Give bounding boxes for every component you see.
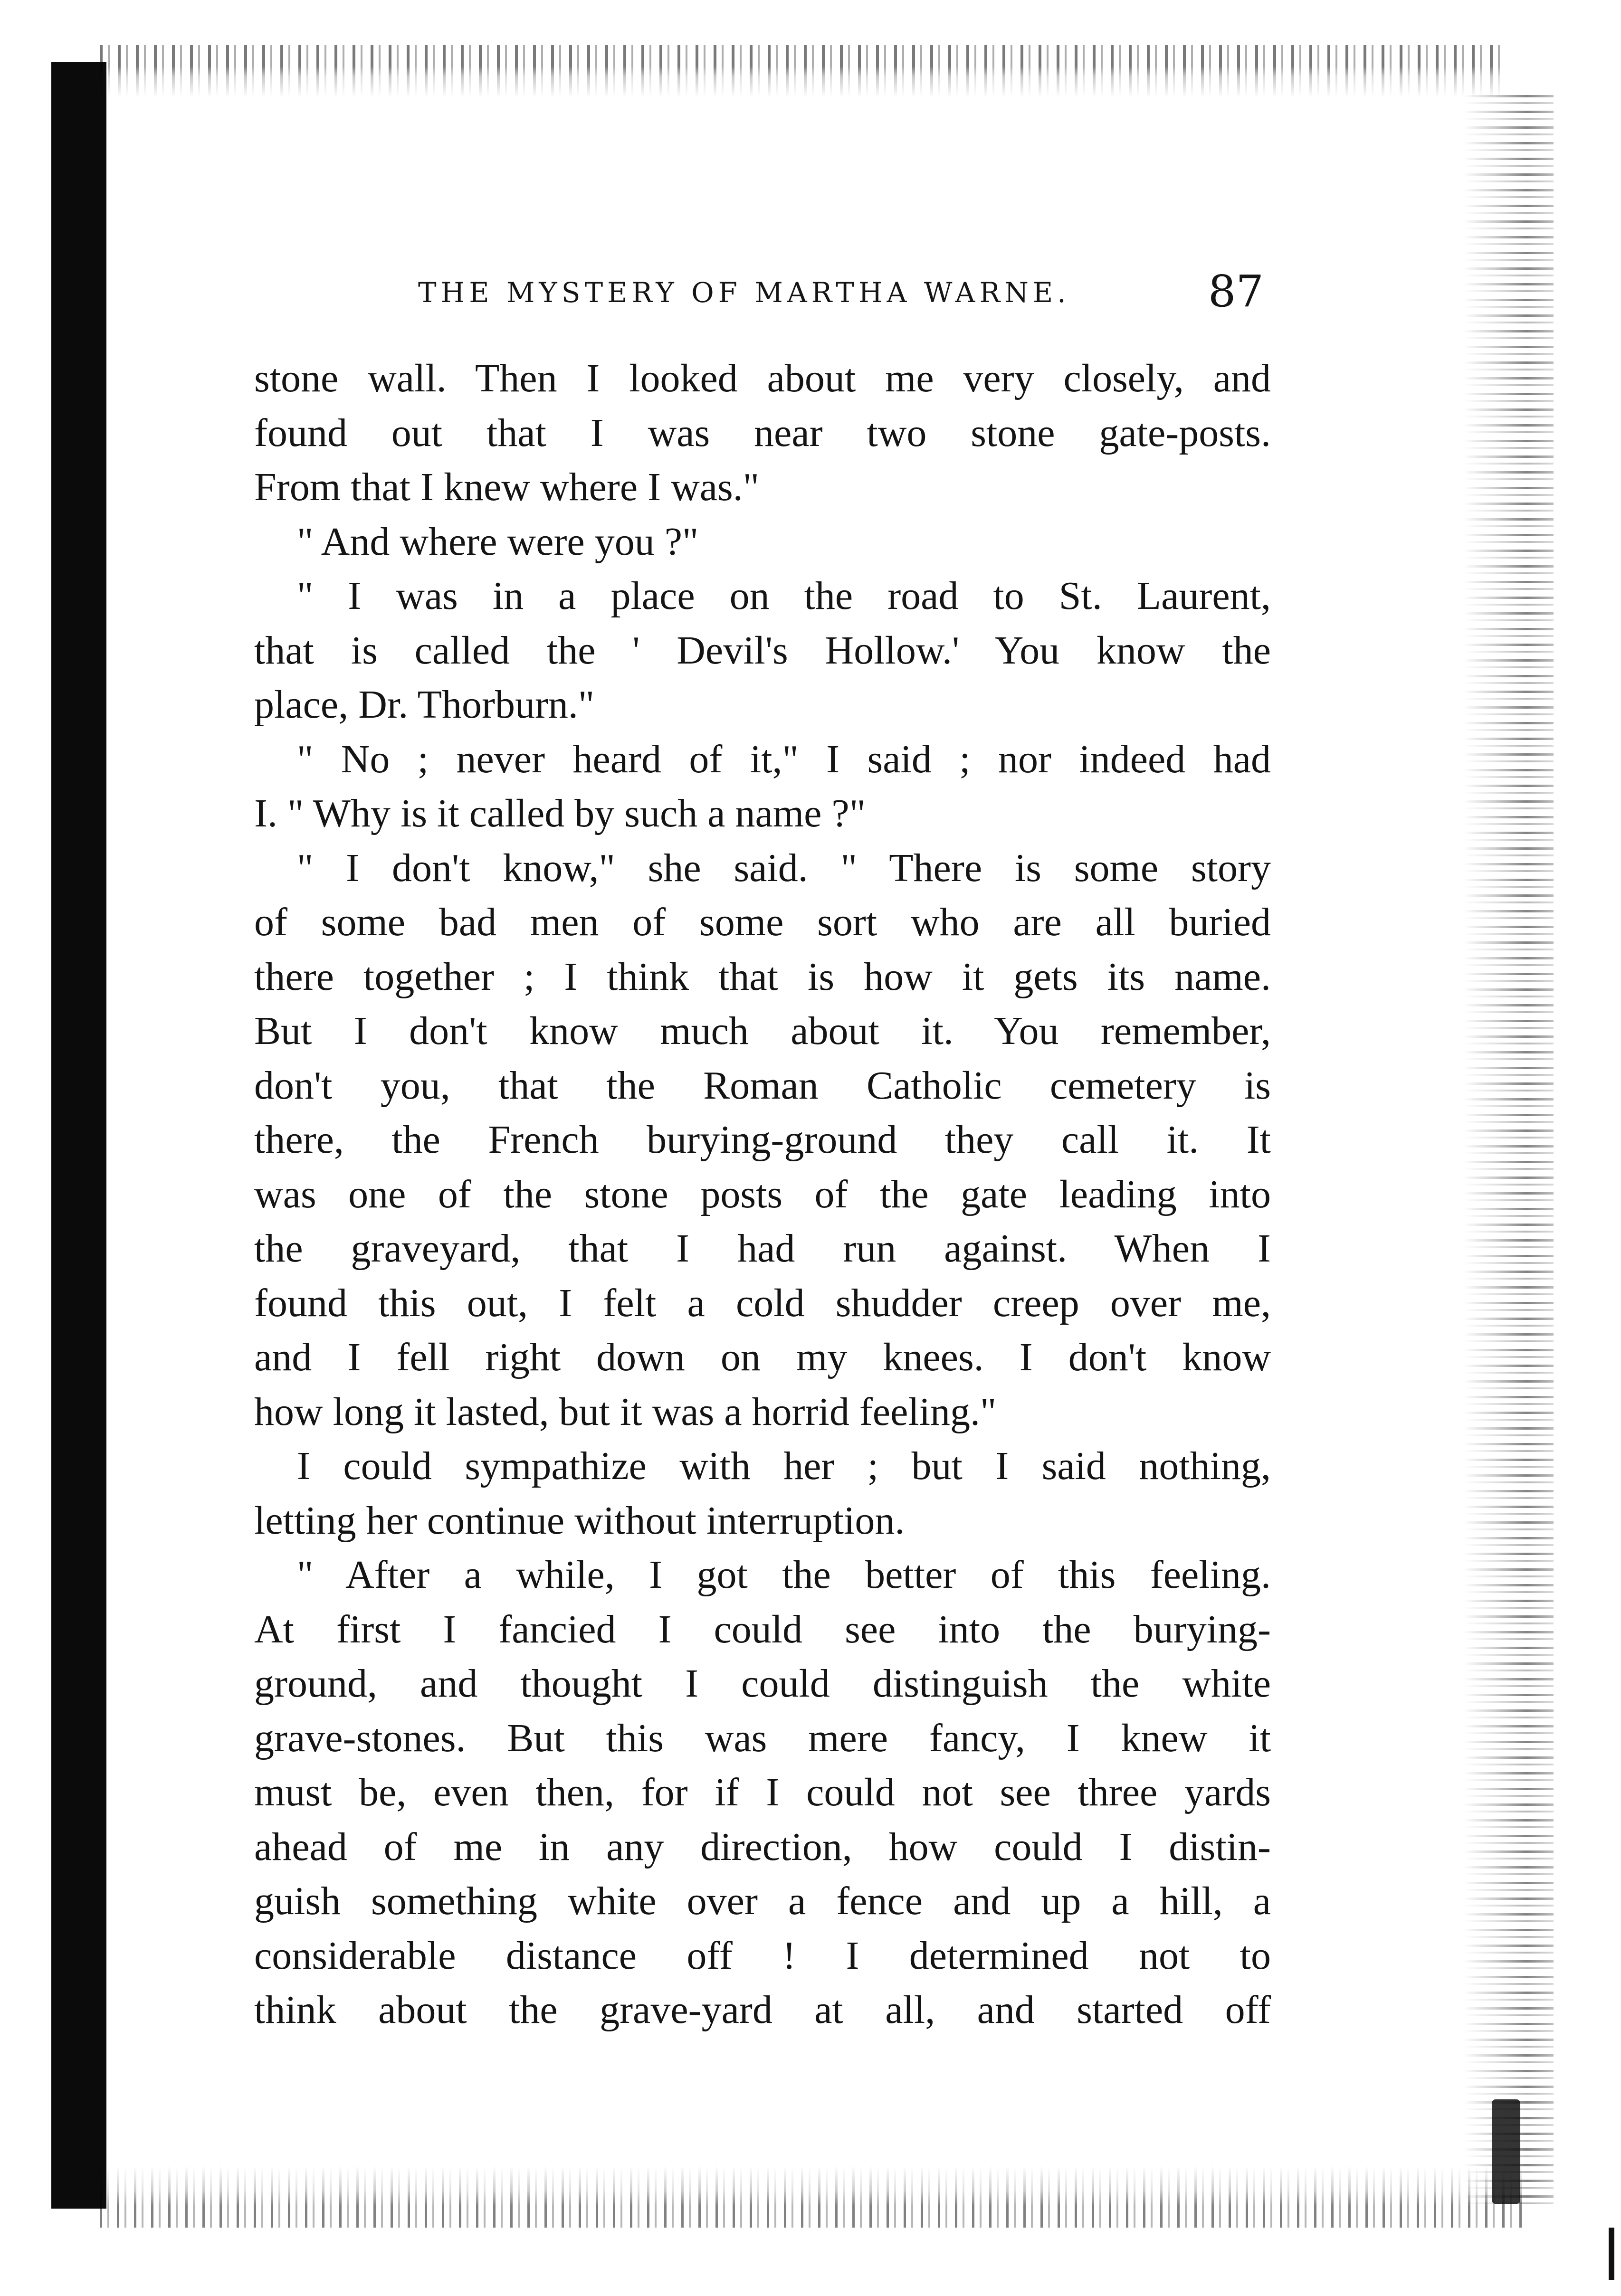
body-text bbox=[254, 351, 1271, 2038]
text-line: grave-stones. But this was mere fancy, I knew it bbox=[254, 1716, 1271, 1760]
scan-blot bbox=[1492, 2099, 1520, 2204]
text-line: considerable distance off ! I determined not to bbox=[254, 1933, 1271, 1978]
text-line: think about the grave-yard at all, and started off bbox=[254, 1988, 1271, 2032]
text-line: ground, and thought I could distinguish the white bbox=[254, 1661, 1271, 1706]
scan-edge-mark bbox=[1609, 2228, 1614, 2280]
binding-shadow bbox=[51, 62, 106, 2209]
text-line: found this out, I felt a cold shudder creep over me, bbox=[254, 1281, 1271, 1325]
text-line: guish something white over a fence and up a hill, a bbox=[254, 1879, 1271, 1923]
text-line: letting her continue without interruption. bbox=[254, 1498, 905, 1543]
text-line: was one of the stone posts of the gate leading into bbox=[254, 1172, 1271, 1216]
text-line: " I was in a place on the road to St. Laurent, bbox=[297, 574, 1271, 618]
text-line: there together ; I think that is how it gets its name. bbox=[254, 954, 1271, 999]
running-title: THE MYSTERY OF MARTHA WARNE. bbox=[418, 276, 1070, 309]
text-line: " And where were you ?" bbox=[297, 519, 699, 564]
text-line: place, Dr. Thorburn." bbox=[254, 683, 595, 727]
running-header bbox=[418, 266, 1264, 318]
text-line: must be, even then, for if I could not see three yards bbox=[254, 1770, 1271, 1814]
page-number: 87 bbox=[1208, 266, 1264, 317]
text-line: the graveyard, that I had run against. When I bbox=[254, 1226, 1271, 1271]
text-line: how long it lasted, but it was a horrid feeling." bbox=[254, 1389, 997, 1434]
text-line: " No ; never heard of it," I said ; nor indeed had bbox=[297, 737, 1271, 781]
text-line: ahead of me in any direction, how could I distin- bbox=[254, 1824, 1271, 1869]
text-line: I. " Why is it called by such a name ?" bbox=[254, 791, 866, 835]
scan-noise-bottom bbox=[100, 2166, 1525, 2228]
text-line: don't you, that the Roman Catholic cemetery is bbox=[254, 1063, 1271, 1108]
text-line: But I don't know much about it. You remember, bbox=[254, 1009, 1271, 1053]
text-line: there, the French burying-ground they call it. It bbox=[254, 1118, 1271, 1162]
text-line: and I fell right down on my knees. I don't know bbox=[254, 1335, 1271, 1379]
text-line: At first I fancied I could see into the burying- bbox=[254, 1607, 1271, 1651]
text-line: stone wall. Then I looked about me very closely, and bbox=[254, 356, 1271, 400]
scan-noise-top bbox=[100, 45, 1506, 97]
text-line: of some bad men of some sort who are all buried bbox=[254, 900, 1271, 944]
text-line: " After a while, I got the better of this feeling. bbox=[297, 1553, 1271, 1597]
text-line: found out that I was near two stone gate-posts. bbox=[254, 410, 1271, 455]
text-line: I could sympathize with her ; but I said nothing, bbox=[297, 1444, 1271, 1488]
scan-noise-right bbox=[1463, 95, 1554, 2204]
text-line: that is called the ' Devil's Hollow.' You know the bbox=[254, 628, 1271, 673]
text-line: From that I knew where I was." bbox=[254, 465, 760, 509]
text-line: " I don't know," she said. " There is some story bbox=[297, 845, 1271, 890]
